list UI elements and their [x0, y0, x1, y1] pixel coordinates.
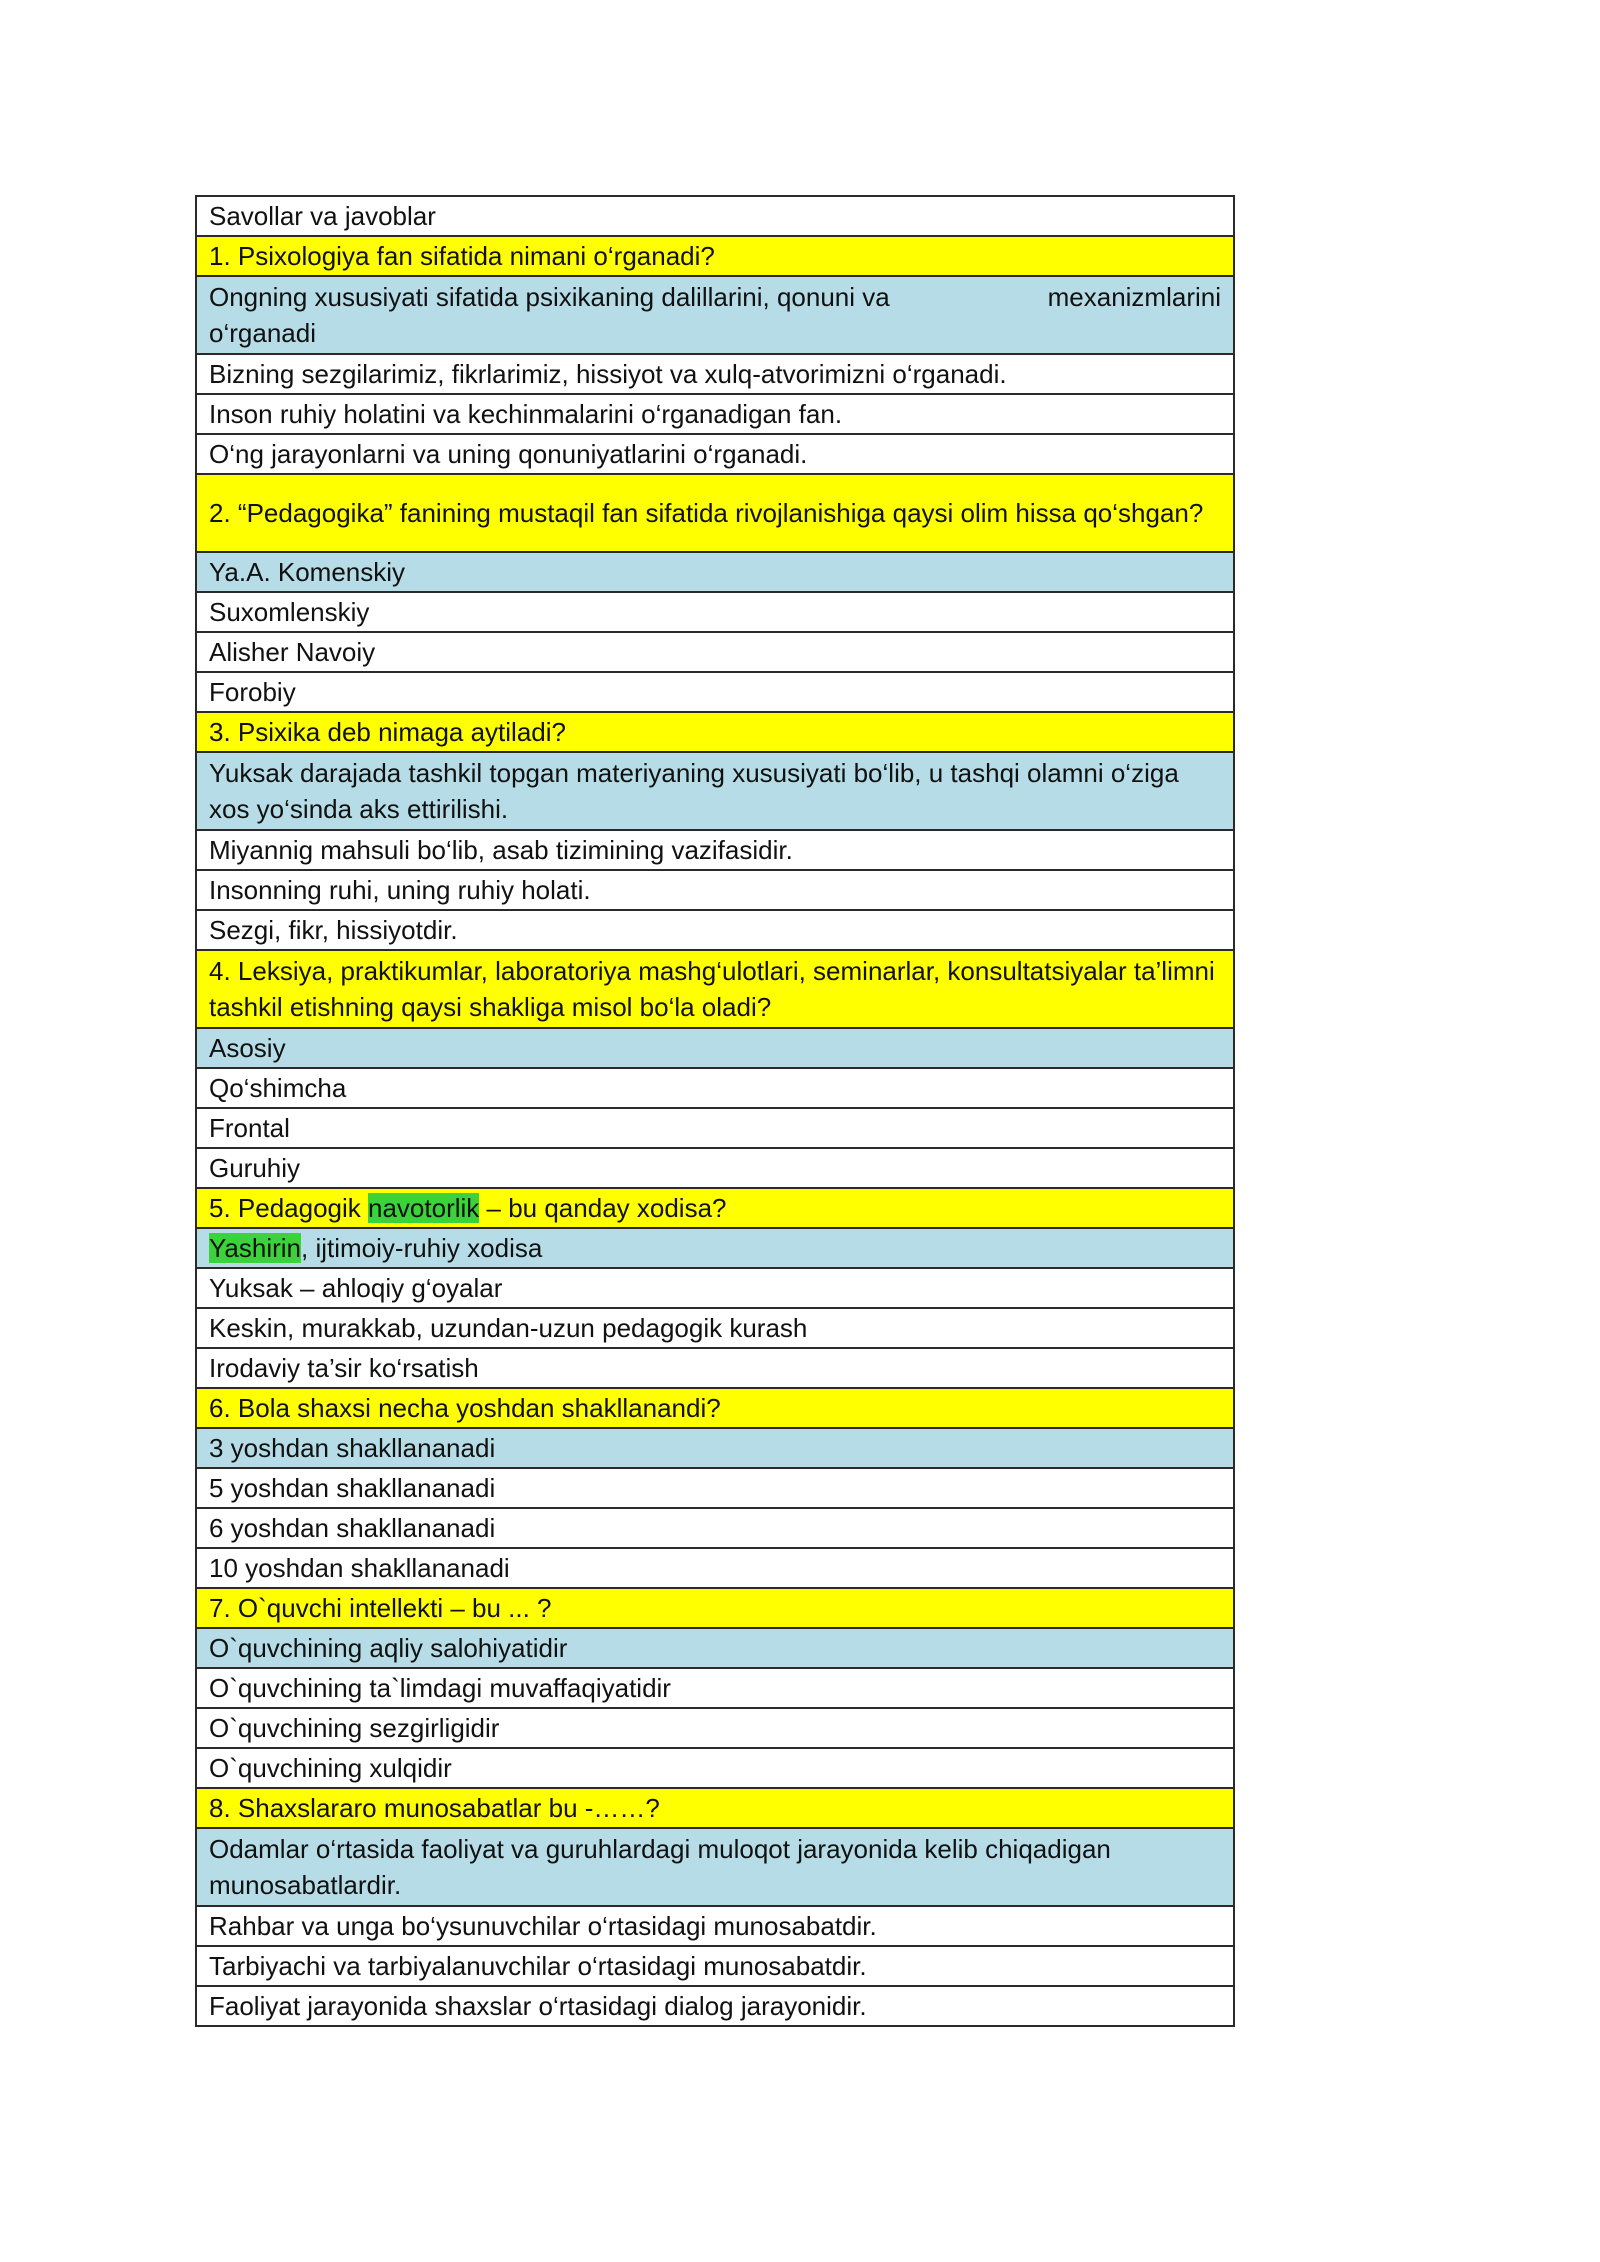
answer-text: Irodaviy ta’sir ko‘rsatish — [196, 1348, 1234, 1388]
correct-answer-row — [196, 1028, 1234, 1068]
answer-text — [196, 276, 1234, 354]
answer-text: Ya.A. Komenskiy — [196, 552, 1234, 592]
answer-text-part: Ongning xususiyati sifatida psixikaning dalillarini, qonuni va — [209, 282, 890, 312]
answer-text: O`quvchining sezgirligidir — [196, 1708, 1234, 1748]
answer-text: O`quvchining ta`limdagi muvaffaqiyatidir — [196, 1668, 1234, 1708]
answer-row — [196, 354, 1234, 394]
answer-text: Odamlar o‘rtasida faoliyat va guruhlardagi muloqot jarayonida kelib chiqadigan munosabatlardir. — [196, 1828, 1234, 1906]
answer-text-part: o‘rganadi — [209, 318, 316, 348]
answer-text: 10 yoshdan shakllananadi — [196, 1548, 1234, 1588]
answer-text — [196, 1228, 1234, 1268]
answer-text: 5 yoshdan shakllananadi — [196, 1468, 1234, 1508]
question-row — [196, 950, 1234, 1028]
answer-text: Qo‘shimcha — [196, 1068, 1234, 1108]
answer-text-part: , ijtimoiy-ruhiy xodisa — [301, 1233, 543, 1263]
answer-text: Forobiy — [196, 672, 1234, 712]
answer-row — [196, 1108, 1234, 1148]
answer-row — [196, 1348, 1234, 1388]
answer-text: Frontal — [196, 1108, 1234, 1148]
answer-row — [196, 910, 1234, 950]
answer-row — [196, 830, 1234, 870]
answer-row — [196, 1508, 1234, 1548]
answer-text: Guruhiy — [196, 1148, 1234, 1188]
correct-answer-row — [196, 1228, 1234, 1268]
question-row — [196, 1588, 1234, 1628]
answer-text: Insonning ruhi, uning ruhiy holati. — [196, 870, 1234, 910]
correct-answer-row — [196, 552, 1234, 592]
answer-row — [196, 1986, 1234, 2026]
answer-row — [196, 1148, 1234, 1188]
question-text: 6. Bola shaxsi necha yoshdan shakllanandi? — [196, 1388, 1234, 1428]
question-row — [196, 1188, 1234, 1228]
correct-answer-row — [196, 752, 1234, 830]
answer-row — [196, 1308, 1234, 1348]
answer-row — [196, 1268, 1234, 1308]
answer-text: Bizning sezgilarimiz, fikrlarimiz, hissiyot va xulq-atvorimizni o‘rganadi. — [196, 354, 1234, 394]
question-row — [196, 236, 1234, 276]
answer-text: O‘ng jarayonlarni va uning qonuniyatlarini o‘rganadi. — [196, 434, 1234, 474]
table-title: Savollar va javoblar — [196, 196, 1234, 236]
question-text — [196, 1188, 1234, 1228]
answer-text: Suxomlenskiy — [196, 592, 1234, 632]
answer-row — [196, 870, 1234, 910]
question-row — [196, 712, 1234, 752]
answer-text-part: mexanizmlarini — [1047, 282, 1221, 312]
answer-text: Miyannig mahsuli bo‘lib, asab tizimining vazifasidir. — [196, 830, 1234, 870]
answer-row — [196, 1708, 1234, 1748]
answer-row — [196, 394, 1234, 434]
question-text-part: – bu qanday xodisa? — [479, 1193, 727, 1223]
correct-answer-row — [196, 276, 1234, 354]
answer-row — [196, 592, 1234, 632]
question-text: 1. Psixologiya fan sifatida nimani o‘rganadi? — [196, 236, 1234, 276]
question-text: 7. O`quvchi intellekti – bu ... ? — [196, 1588, 1234, 1628]
answer-text: Faoliyat jarayonida shaxslar o‘rtasidagi dialog jarayonidir. — [196, 1986, 1234, 2026]
answer-row — [196, 1068, 1234, 1108]
answer-row — [196, 632, 1234, 672]
correct-answer-row — [196, 1628, 1234, 1668]
answer-text: Alisher Navoiy — [196, 632, 1234, 672]
answer-row — [196, 1468, 1234, 1508]
answer-text: 6 yoshdan shakllananadi — [196, 1508, 1234, 1548]
answer-row — [196, 1906, 1234, 1946]
answer-row — [196, 1748, 1234, 1788]
correct-answer-row — [196, 1428, 1234, 1468]
answer-text: Sezgi, fikr, hissiyotdir. — [196, 910, 1234, 950]
question-text-part: 5. Pedagogik — [209, 1193, 369, 1223]
table-title-row — [196, 196, 1234, 236]
correct-answer-row — [196, 1828, 1234, 1906]
answer-text: O`quvchining xulqidir — [196, 1748, 1234, 1788]
answer-text: Inson ruhiy holatini va kechinmalarini o‘rganadigan fan. — [196, 394, 1234, 434]
answer-text: 3 yoshdan shakllananadi — [196, 1428, 1234, 1468]
answer-text: Rahbar va unga bo‘ysunuvchilar o‘rtasidagi munosabatdir. — [196, 1906, 1234, 1946]
highlighted-word: Yashirin — [209, 1233, 302, 1263]
question-text: 4. Leksiya, praktikumlar, laboratoriya mashg‘ulotlari, seminarlar, konsultatsiyalar ta’limni tashkil etishning qaysi shakliga misol bo‘la oladi? — [196, 950, 1234, 1028]
answer-text: Asosiy — [196, 1028, 1234, 1068]
answer-text: O`quvchining aqliy salohiyatidir — [196, 1628, 1234, 1668]
answer-row — [196, 1548, 1234, 1588]
question-text: 2. “Pedagogika” fanining mustaqil fan sifatida rivojlanishiga qaysi olim hissa qo‘shgan? — [196, 474, 1234, 552]
answer-row — [196, 1668, 1234, 1708]
answer-row — [196, 672, 1234, 712]
question-row — [196, 474, 1234, 552]
answer-text: Keskin, murakkab, uzundan-uzun pedagogik kurash — [196, 1308, 1234, 1348]
question-text: 3. Psixika deb nimaga aytiladi? — [196, 712, 1234, 752]
question-text: 8. Shaxslararo munosabatlar bu -……? — [196, 1788, 1234, 1828]
answer-text: Yuksak darajada tashkil topgan materiyaning xususiyati bo‘lib, u tashqi olamni o‘ziga xos yo‘sinda aks ettirilishi. — [196, 752, 1234, 830]
qa-table — [195, 195, 1235, 2027]
question-row — [196, 1788, 1234, 1828]
answer-row — [196, 434, 1234, 474]
answer-row — [196, 1946, 1234, 1986]
answer-text: Tarbiyachi va tarbiyalanuvchilar o‘rtasidagi munosabatdir. — [196, 1946, 1234, 1986]
question-row — [196, 1388, 1234, 1428]
answer-line — [209, 279, 1221, 315]
highlighted-word: navotorlik — [368, 1193, 480, 1223]
answer-text: Yuksak – ahloqiy g‘oyalar — [196, 1268, 1234, 1308]
